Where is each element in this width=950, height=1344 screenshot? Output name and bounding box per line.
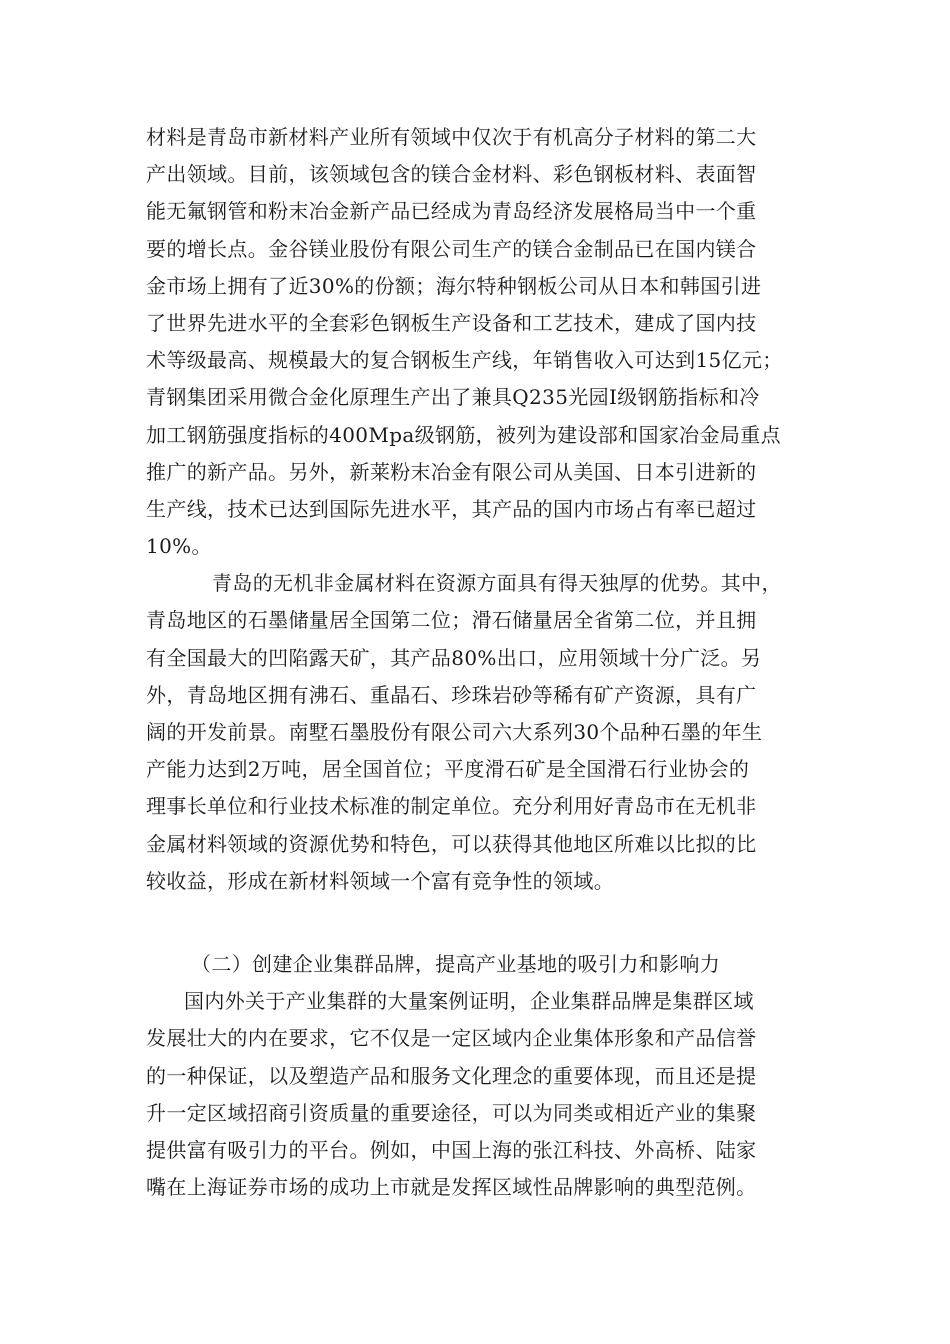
paragraph-line: 外，青岛地区拥有沸石、重晶石、珍珠岩砂等稀有矿产资源，具有广	[146, 682, 757, 707]
paragraph-1	[146, 119, 806, 565]
paragraph-line: 能无氟钢管和粉末冶金新产品已经成为青岛经济发展格局当中一个重	[146, 199, 757, 224]
paragraph-line: 青岛地区的石墨储量居全国第二位；滑石储量居全省第二位，并且拥	[146, 608, 757, 633]
paragraph-line: 术等级最高、规模最大的复合钢板生产线，年销售收入可达到15亿元；	[146, 348, 783, 373]
section-heading: （二）创建企业集群品牌，提高产业基地的吸引力和影响力	[191, 951, 721, 976]
paragraph-line: 的一种保证，以及塑造产品和服务文化理念的重要体现，而且还是提	[146, 1063, 757, 1088]
paragraph-line: 生产线，技术已达到国际先进水平，其产品的国内市场占有率已超过	[146, 496, 757, 521]
paragraph-line: 金市场上拥有了近30%的份额；海尔特种钢板公司从日本和韩国引进	[146, 273, 762, 298]
paragraph-line: 加工钢筋强度指标的400Mpa级钢筋，被列为建设部和国家冶金局重点	[146, 422, 781, 447]
paragraph-line: 升一定区域招商引资质量的重要途径，可以为同类或相近产业的集聚	[146, 1100, 757, 1125]
paragraph-3	[146, 983, 806, 1206]
paragraph-line: 产能力达到2万吨，居全国首位；平度滑石矿是全国滑石行业协会的	[146, 757, 750, 782]
paragraph-line: 10%。	[146, 534, 212, 559]
paragraph-line: 产出领域。目前，该领域包含的镁合金材料、彩色钢板材料、表面智	[146, 162, 757, 187]
paragraph-line: 要的增长点。金谷镁业股份有限公司生产的镁合金制品已在国内镁合	[146, 236, 757, 261]
paragraph-line: 嘴在上海证券市场的成功上市就是发挥区域性品牌影响的典型范例。	[146, 1175, 757, 1200]
paragraph-line: 金属材料领域的资源优势和特色，可以获得其他地区所难以比拟的比	[146, 831, 757, 856]
paragraph-line: 较收益，形成在新材料领域一个富有竞争性的领域。	[146, 868, 615, 893]
paragraph-line: 提供富有吸引力的平台。例如，中国上海的张江科技、外高桥、陆家	[146, 1137, 757, 1162]
paragraph-line: 理事长单位和行业技术标准的制定单位。充分利用好青岛市在无机非	[146, 794, 757, 819]
paragraph-line: 推广的新产品。另外，新莱粉末冶金有限公司从美国、日本引进新的	[146, 459, 757, 484]
paragraph-line: 材料是青岛市新材料产业所有领域中仅次于有机高分子材料的第二大	[146, 125, 757, 149]
paragraph-line: 青钢集团采用微合金化原理生产出了兼具Q235光园Ⅰ级钢筋指标和冷	[146, 385, 760, 410]
paragraph-line: 了世界先进水平的全套彩色钢板生产设备和工艺技术，建成了国内技	[146, 310, 757, 335]
paragraph-line: 有全国最大的凹陷露天矿，其产品80%出口，应用领域十分广泛。另	[146, 645, 762, 670]
paragraph-line: 青岛的无机非金属材料在资源方面具有得天独厚的优势。其中，	[212, 571, 782, 596]
paragraph-line: 国内外关于产业集群的大量案例证明，企业集群品牌是集群区域	[184, 989, 754, 1014]
section-spacer	[146, 900, 806, 946]
paragraph-line: 阔的开发前景。南墅石墨股份有限公司六大系列30个品种石墨的年生	[146, 720, 763, 744]
paragraph-line: 发展壮大的内在要求，它不仅是一定区域内企业集体形象和产品信誉	[146, 1026, 757, 1051]
paragraph-2	[146, 565, 806, 900]
document-body	[146, 119, 806, 1206]
